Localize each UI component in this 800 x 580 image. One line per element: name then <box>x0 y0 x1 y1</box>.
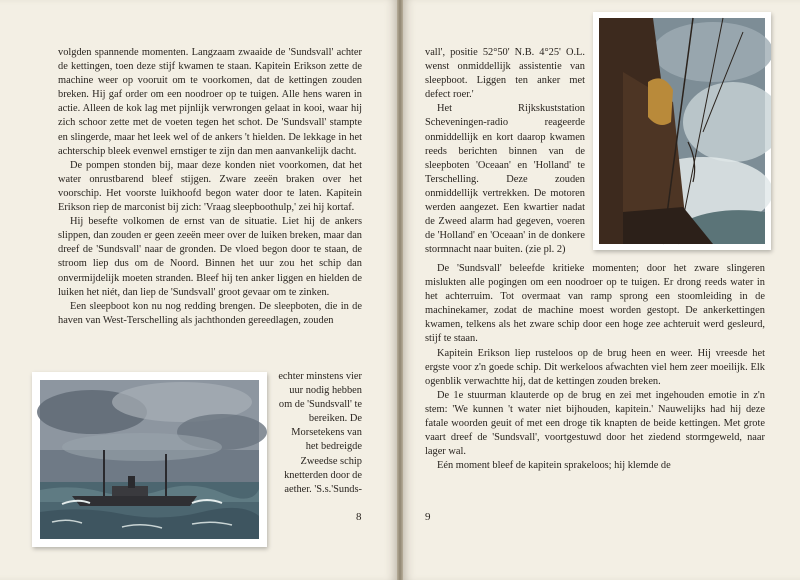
paragraph: vall', positie 52°50' N.B. 4°25' O.L. wenst onmiddellijk assistentie van sleepboot. Liggen ten anker met defect roer.' <box>425 47 585 101</box>
page-number: 8 <box>356 511 362 523</box>
paragraph: De 'Sundsvall' beleefde kritieke momenten; door het zware slingeren mislukten alle pogingen om een noodroer op te tuigen. Er drong reeds water in het achterruim. Tot overmaat van ramp sprong een stoomleiding in de machinekamer, zodat de machine moest worden gestopt. De ankerkettingen kwamen, telkens als het zware schip door een hoge zee achteruit werd gesleurd, stijf te staan. <box>425 263 765 345</box>
paragraph: Het Rijkskuststation Scheveningen-radio reageerde onmiddellijk en kort daarop kwamen reeds berichten binnen van de sleepboten 'Oceaan' en 'Holland' te Terschelling. Deze zouden onmiddellijk vertrekken. De motoren werden aangezet. Een kwartier nadat de Zweed alarm had gegeven, voeren de 'Holland' en 'Oceaan' in de donkere stormnacht naar buiten. (zie pl. 2) <box>425 103 585 256</box>
page-number: 9 <box>425 511 431 523</box>
right-page <box>403 0 800 580</box>
illustration-ship-at-sea <box>32 372 267 547</box>
paragraph: Een sleepboot kon nu nog redding brengen. De sleepboten, die in de haven van West-Terschelling als jachthonden gereedlagen, zouden <box>58 300 362 326</box>
ship-painting <box>32 372 267 547</box>
paragraph: echter minstens vier uur nodig hebben om de 'Sundsvall' te bereiken. De Morsetekens van het bedreigde Zweedse schip knetterden door de aether. 'S.s.'Sunds- <box>278 371 362 495</box>
paragraph: volgden spannende momenten. Langzaam zwaaide de 'Sundsvall' achter de kettingen, toen deze stijf kwamen te staan. Kapitein Erikson zette de machine weer op vooruit om te voorkomen, dat de kettingen zouden breken. Hij gaf order om een noodroer op te tuigen. Alle hens waren in actie. Alleen de kok lag met pijnlijk verwrongen gelaat in kooi, waar hij zich schoor zette met de voeten tegen het schot. De 'Sundsvall' stampte en slingerde, maar het leek wel of de ankers 't hielden. De lekkage in het achterschip bleek evenwel ernstiger te zijn dan men aanvankelijk dacht. <box>58 47 362 157</box>
wrapped-text-column <box>278 370 362 497</box>
right-column-text <box>425 46 585 257</box>
left-page-text <box>58 46 362 328</box>
storm-painting <box>593 12 771 250</box>
paragraph: Kapitein Erikson liep rusteloos op de brug heen en weer. Hij vreesde het ergste voor z'n goede schip. Dit werkeloos afwachten viel hem zeer moeilijk. Elk ogenblik verwachtte hij, dat de kettingen zouden breken. <box>425 347 765 387</box>
paragraph: Hij besefte volkomen de ernst van de situatie. Liet hij de ankers slippen, dan zouden er geen zeeën meer over de luiken breken, maar dan dreef de 'Sundsvall' naar de gronden. De vloed begon door te staan, de stroom liep dus om de Noord. Binnen het uur zou het schip dan onvermijdelijk moeten stranden. Bleef hij ten anker liggen en hielden de luiken het niét, dan liep de 'Sundsvall' groot gevaar om te zinken. <box>58 216 362 298</box>
paragraph: De 1e stuurman klauterde op de brug en zei met ingehouden emotie in z'n stem: 'We kunnen 't water niet bijhouden, kapitein.' Nauwelijks had hij deze fatale woorden geuit of met een droge tik knapten de beide kettingen. Met grote vaart dreef de 'Sundsvall', voortgestuwd door het ziedend stormgeweld, naar lager wal. <box>425 389 765 458</box>
right-page-text <box>425 262 765 473</box>
illustration-storm-deck <box>593 12 771 250</box>
left-page <box>0 0 397 580</box>
paragraph: De pompen stonden bij, maar deze konden niet voorkomen, dat het water onrustbarend bleef stijgen. Zware zeeën braken over het voorschip. Het voorste luikhoofd begon water door te laten. Kapitein Erikson riep de marconist bij zich: 'Vraag sleepboothulp,' zei hij kortaf. <box>58 159 362 214</box>
paragraph: Eén moment bleef de kapitein sprakeloos; hij klemde de <box>437 460 671 472</box>
